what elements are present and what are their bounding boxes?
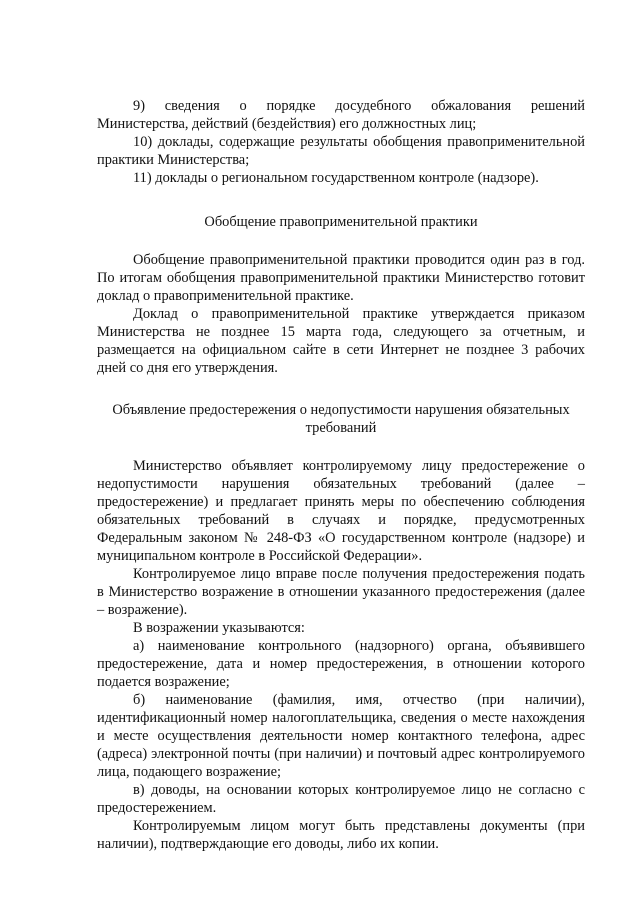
list-item-11: 11) доклады о региональном государственном контроле (надзоре).: [133, 170, 539, 186]
paragraph-objection-right: Контролируемое лицо вправе после получения предостережения подать в Министерство возражение в отношении указанного предостережения (далее – возражение).: [97, 566, 585, 618]
paragraph-generalization-frequency: Обобщение правоприменительной практики проводится один раз в год. По итогам обобщения правоприменительной практики Министерство готовит доклад о правоприменительной практике.: [97, 252, 585, 304]
paragraph-report-approval: Доклад о правоприменительной практике утверждается приказом Министерства не позднее 15 марта года, следующего за отчетным, и размещается на официальном сайте в сети Интернет не позднее 3 рабочих дней со дня его утверждения.: [97, 306, 585, 376]
list-item-b: б) наименование (фамилия, имя, отчество (при наличии), идентификационный номер налогоплательщика, сведения о месте нахождения и месте осуществления деятельности номер контактного телефона, адрес (адреса) электронной почты (при наличии) и почтовый адрес контролируемого лица, подающего возражение;: [97, 692, 585, 780]
paragraph-documents: Контролируемым лицом могут быть представлены документы (при наличии), подтверждающие его доводы, либо их копии.: [97, 818, 585, 852]
paragraph-objection-contents: В возражении указываются:: [133, 620, 305, 636]
list-item-9: 9) сведения о порядке досудебного обжалования решений Министерства, действий (бездействия) его должностных лиц;: [97, 98, 585, 132]
list-item-a: а) наименование контрольного (надзорного) органа, объявившего предостережение, дата и номер предостережения, в отношении которого подается возражение;: [97, 638, 585, 690]
section-heading-generalization: Обобщение правоприменительной практики: [204, 214, 478, 230]
list-item-10: 10) доклады, содержащие результаты обобщения правоприменительной практики Министерства;: [97, 134, 585, 168]
paragraph-warning-announcement: Министерство объявляет контролируемому лицу предостережение о недопустимости нарушения обязательных требований (далее – предостережение) и предлагает принять меры по обеспечению соблюдения обязательных требований в случаях и порядке, предусмотренных Федеральным законом № 248-ФЗ «О государственном контроле (надзоре) и муниципальном контроле в Российской Федерации».: [97, 458, 585, 564]
document-page: [97, 97, 585, 853]
section-heading-warning-line1: Объявление предостережения о недопустимости нарушения обязательных: [112, 402, 570, 418]
section-heading-warning: [97, 401, 585, 437]
section-heading-warning-line2: требований: [305, 420, 377, 436]
list-item-v: в) доводы, на основании которых контролируемое лицо не согласно с предостережением.: [97, 782, 585, 816]
